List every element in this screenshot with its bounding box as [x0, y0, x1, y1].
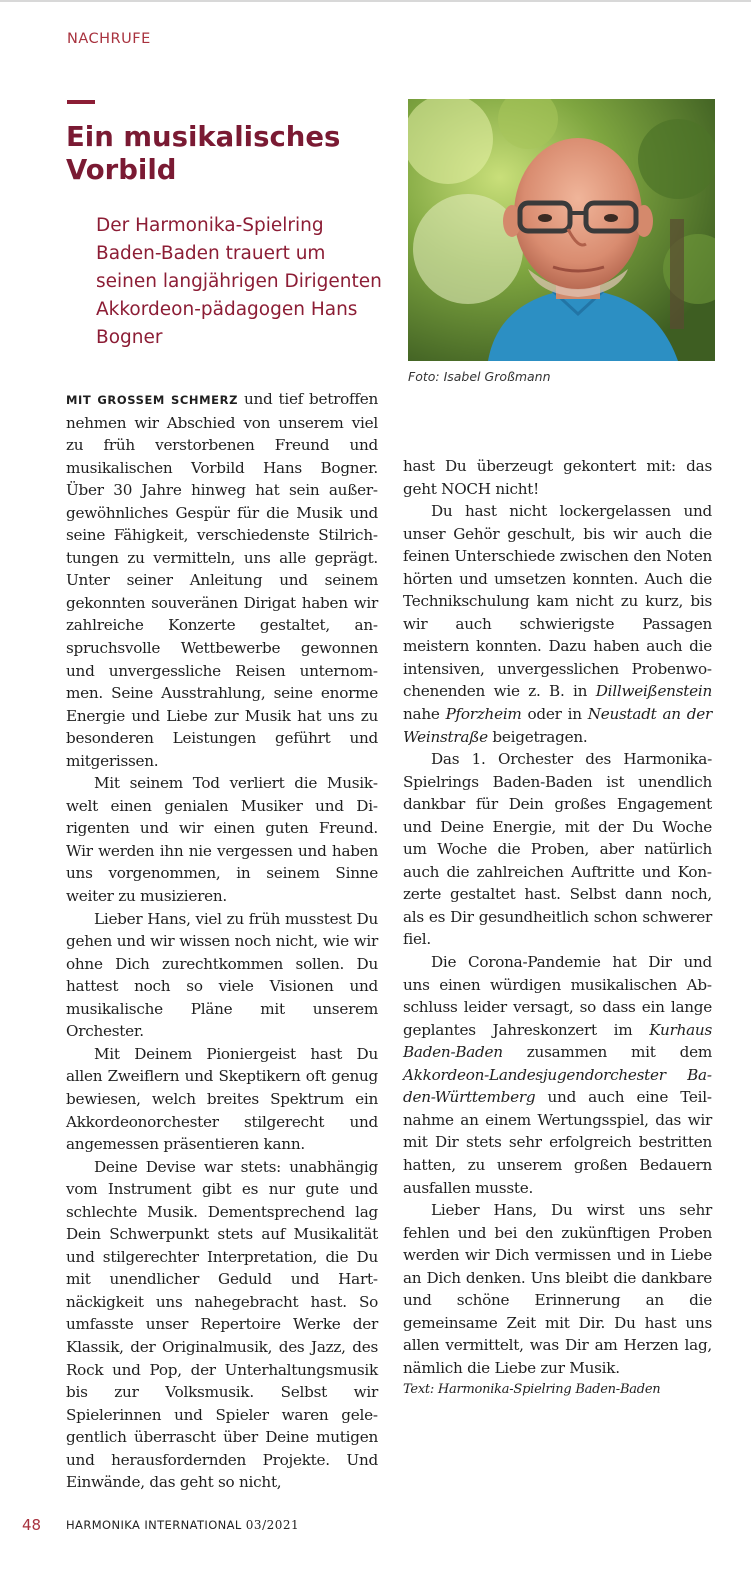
paragraph-text: Die Corona-Pandemie hat Dir und uns einen würdigen musikalischen Abschluss leider versagt, so dass ein lange geplantes Jahreskonzert im	[403, 953, 712, 1039]
portrait-photo	[408, 99, 715, 361]
photo-caption: Foto: Isabel Großmann	[408, 369, 551, 384]
place-name: Pforzheim	[445, 705, 522, 724]
paragraph-text: beigetragen.	[487, 727, 588, 746]
place-name: Neustadt an der Weinstraße	[403, 705, 712, 746]
article-column-left	[66, 388, 378, 1494]
body-paragraph: Mit seinem Tod verliert die Musikwelt einen genialen Musiker und Dirigenten und wir einen guten Freund. Wir werden ihn nie vergessen und haben uns vorgenommen, in seinem Sinne weiter zu musizieren.	[66, 774, 378, 906]
article-dek: Der Harmonika-Spielring Baden-Baden trauert um seinen langjährigen Dirigenten Akkordeon-pädagogen Hans Bogner	[96, 215, 382, 348]
place-name: Akkordeon-Landesjugendorchester Baden-Württemberg	[403, 1065, 712, 1107]
paragraph-text: und tief betroffen nehmen wir Abschied von unserem viel zu früh verstorbenen Freund und musikalischen Vorbild Hans Bogner. Über 30 Jahre hinweg hat sein außergewöhnliches Gespür für die Musik und seine Fähigkeit, verschiedenste Stilrichtungen zu vermitteln, uns alle geprägt. Unter seiner Anleitung und seinem gekonnten souveränen Dirigat haben wir zahlreiche Konzerte gestaltet, anspruchsvolle Wettbewerbe gewonnen und unvergessliche Reisen unternommen. Seine Ausstrahlung, seine enorme Energie und Liebe zur Musik hat uns zu besonderen Leistungen geführt und mitgerissen.	[66, 390, 378, 770]
body-paragraph: Das 1. Orchester des Harmonika-Spielrings Baden-Baden ist unendlich dankbar für Dein großes Engagement und Deine Energie, mit der Du Woche um Woche die Proben, aber natürlich auch die zahlreichen Auftritte und Konzerte gestaltet hast. Selbst dann noch, als es Dir gesundheitlich schon schwerer fiel.	[403, 750, 712, 949]
body-paragraph: hast Du überzeugt gekontert mit: das geht NOCH nicht!	[403, 457, 712, 498]
paragraph-text: zusammen mit dem	[502, 1043, 712, 1062]
article-headline: Ein musikalisches Vorbild	[66, 121, 341, 186]
magazine-footer	[66, 1518, 299, 1532]
article-column-right	[403, 455, 712, 1402]
lead-in: MIT GROSSEM SCHMERZ	[66, 393, 239, 407]
paragraph-text: oder in	[521, 705, 588, 724]
body-paragraph: Deine Devise war stets: unabhängig vom Instrument gibt es nur gute und schlechte Musik. Dementsprechend lag Dein Schwerpunkt stets auf Musikalität und stilgerechter Interpretation, die Du mit unendlicher Geduld und Hartnäckigkeit uns nahegebracht hast. So umfasste unser Repertoire Werke der Klassik, der Originalmusik, des Jazz, des Rock und Pop, der Unterhaltungsmusik bis zur Volksmusik. Selbst wir Spielerinnen und Spieler waren gelegentlich überrascht über Deine mutigen und herausfordernden Projekte. Und Einwände, das geht so nicht,	[66, 1157, 378, 1492]
paragraph-text: nahe	[403, 705, 446, 724]
body-paragraph: Lieber Hans, viel zu früh musstest Du gehen und wir wissen noch nicht, wie wir ohne Dich zurechtkommen sollen. Du hattest noch so viele Visionen und musikalische Pläne mit unserem Orchester.	[66, 909, 378, 1041]
body-paragraph	[403, 951, 712, 1199]
place-name: Dillweißenstein	[595, 682, 712, 701]
top-rule	[0, 0, 751, 2]
text-credit: Text: Harmonika-Spielring Baden-Baden	[403, 1382, 661, 1398]
magazine-name: HARMONIKA INTERNATIONAL	[66, 1518, 242, 1532]
paragraph-text: und auch eine Teilnahme an einem Wertungsspiel, das wir mit Dir stets sehr erfolgreich bestritten hatten, zu unserem großen Bedauern ausfallen musste.	[403, 1088, 712, 1197]
page-number: 48	[22, 1516, 42, 1534]
body-paragraph	[66, 388, 378, 772]
body-paragraph	[403, 500, 712, 748]
issue-number: 03/2021	[245, 1518, 300, 1532]
paragraph-text: Du hast nicht lockergelassen und unser Gehör geschult, bis wir auch die feinen Unterschiede zwischen den Noten hörten und umsetzen konnten. Auch die Technikschulung kam nicht zu kurz, bis wir auch schwierigste Passagen meistern konnten. Dazu haben auch die intensiven, unvergesslichen Probenwochenenden wie z. B. in	[403, 502, 712, 701]
place-name: Kurhaus Baden-Baden	[403, 1020, 712, 1062]
title-accent-rule	[67, 100, 95, 104]
body-paragraph: Lieber Hans, Du wirst uns sehr fehlen und bei den zukünftigen Proben werden wir Dich vermissen und in Liebe an Dich denken. Uns bleibt die dankbare und schöne Erinnerung an die gemeinsame Zeit mit Dir. Du hast uns allen vermittelt, was Dir am Herzen lag, nämlich die Liebe zur Musik.	[403, 1201, 712, 1377]
section-label: NACHRUFE	[67, 31, 151, 47]
body-paragraph: Mit Deinem Pioniergeist hast Du allen Zweiflern und Skeptikern oft genug bewiesen, welch breites Spektrum ein Akkordeonorchester stilgerecht und angemessen präsentieren kann.	[66, 1044, 378, 1154]
